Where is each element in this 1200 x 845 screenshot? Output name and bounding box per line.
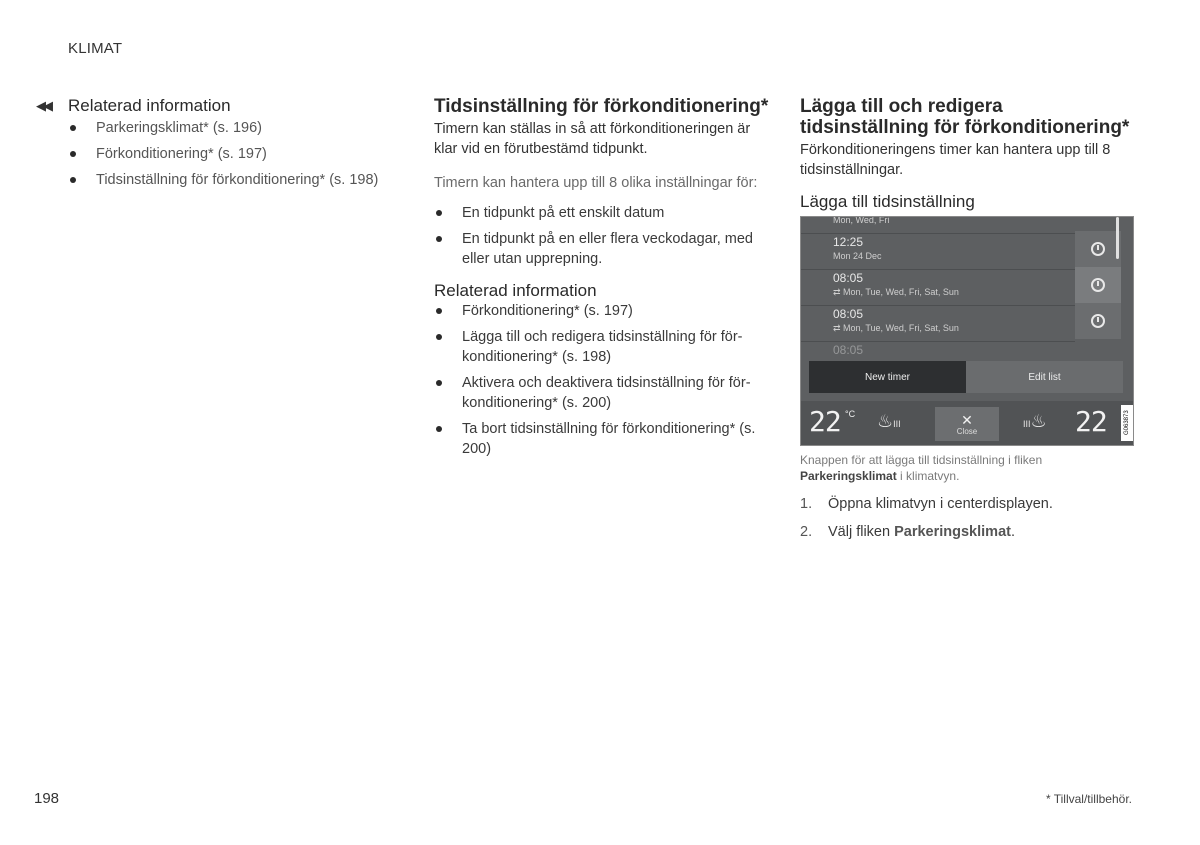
- close-label: Close: [956, 426, 978, 436]
- timer-days: ⇄ Mon, Tue, Wed, Fri, Sat, Sun: [833, 323, 959, 333]
- climate-screen-image: [800, 216, 1134, 446]
- steps-list: [800, 494, 1136, 542]
- related-link-parkeringsklimat[interactable]: Parkeringsklimat* (s. 196): [36, 118, 406, 138]
- add-timer-subheading: Lägga till tidsinställning: [800, 192, 975, 211]
- timer-time: 12:25: [833, 235, 864, 249]
- related-link-4[interactable]: Ta bort tidsinställning för förkonditionering* (s. 200): [434, 419, 774, 459]
- timer-title: Tidsinställning för förkonditionering*: [434, 96, 769, 117]
- timer-time: 08:05: [833, 343, 864, 357]
- climate-bar: [801, 401, 1134, 446]
- close-button[interactable]: [935, 407, 999, 441]
- add-edit-title: Lägga till och redigera tidsinställning för förkonditionering*: [800, 96, 1130, 138]
- related-link-forkonditionering[interactable]: Förkonditionering* (s. 197): [36, 144, 406, 164]
- temp-right[interactable]: 22: [1075, 405, 1107, 438]
- page-number: 198: [34, 790, 60, 807]
- image-caption: Knappen för att lägga till tidsinställning i fliken Parkeringsklimat i klimatvyn.: [800, 453, 1043, 483]
- related-heading-2: Relaterad information: [434, 281, 597, 300]
- timer-row[interactable]: [801, 269, 1075, 306]
- scrollbar[interactable]: [1116, 217, 1119, 259]
- timer-days: ⇄ Mon, Tue, Wed, Fri, Sat, Sun: [833, 287, 959, 297]
- timer-button-bar: [809, 361, 1123, 393]
- seat-heat-right-icon[interactable]: III♨: [1023, 411, 1047, 431]
- seat-heat-left-icon[interactable]: ♨III: [877, 411, 901, 431]
- option-weekdays: En tidpunkt på en eller flera veckodagar, med eller utan upprepning.: [434, 229, 774, 269]
- related-heading: Relaterad information: [68, 96, 231, 115]
- step-item: 1. Öppna klimatvyn i centerdisplayen.: [800, 496, 1053, 512]
- related-info-column: [36, 96, 406, 190]
- timer-setting-column: [434, 96, 774, 459]
- temp-unit: °C: [845, 409, 856, 419]
- timer-toggle[interactable]: [1075, 231, 1121, 267]
- timer-days: Mon, Wed, Fri: [833, 216, 890, 225]
- related-link-3[interactable]: Aktivera och deaktivera tidsinställning för för-konditionering* (s. 200): [434, 373, 774, 413]
- back-arrows-icon[interactable]: ◀◀: [36, 98, 50, 113]
- timer-capacity: Timern kan hantera upp till 8 olika inställningar för:: [434, 175, 758, 191]
- timer-row[interactable]: [801, 305, 1075, 342]
- footnote: * Tillval/tillbehör.: [1045, 792, 1132, 806]
- new-timer-button[interactable]: New timer: [809, 361, 966, 393]
- related-link-1[interactable]: Förkonditionering* (s. 197): [434, 301, 774, 321]
- add-edit-column: [800, 96, 1136, 550]
- timer-toggle[interactable]: [1075, 303, 1121, 339]
- image-code: G063873: [1121, 405, 1133, 441]
- clock-icon: [1091, 314, 1105, 328]
- timer-intro: Timern kan ställas in så att förkonditioneringen är klar vid en förutbestämd tidpunkt.: [434, 121, 751, 157]
- close-icon: ✕: [961, 411, 973, 428]
- timer-time: 08:05: [833, 271, 864, 285]
- add-edit-intro: Förkonditioneringens timer kan hantera upp till 8 tidsinställningar.: [800, 142, 1111, 178]
- timer-row[interactable]: [801, 216, 1075, 234]
- timer-row[interactable]: [801, 233, 1075, 270]
- clock-icon: [1091, 278, 1105, 292]
- related-link-2[interactable]: Lägga till och redigera tidsinställning för för-konditionering* (s. 198): [434, 327, 774, 367]
- section-header: KLIMAT: [68, 40, 123, 57]
- clock-icon: [1091, 242, 1105, 256]
- option-single-date: En tidpunkt på ett enskilt datum: [434, 203, 774, 223]
- edit-list-button[interactable]: Edit list: [966, 361, 1123, 393]
- timer-toggle[interactable]: [1075, 267, 1121, 303]
- step-item: 2. Välj fliken Parkeringsklimat.: [800, 524, 1015, 540]
- caption-bold: Parkeringsklimat: [800, 469, 897, 483]
- timer-time: 08:05: [833, 307, 864, 321]
- temp-left[interactable]: 22: [809, 405, 841, 438]
- timer-days: Mon 24 Dec: [833, 251, 882, 261]
- related-link-tidsinstallning[interactable]: Tidsinställning för förkonditionering* (s. 198): [36, 170, 406, 190]
